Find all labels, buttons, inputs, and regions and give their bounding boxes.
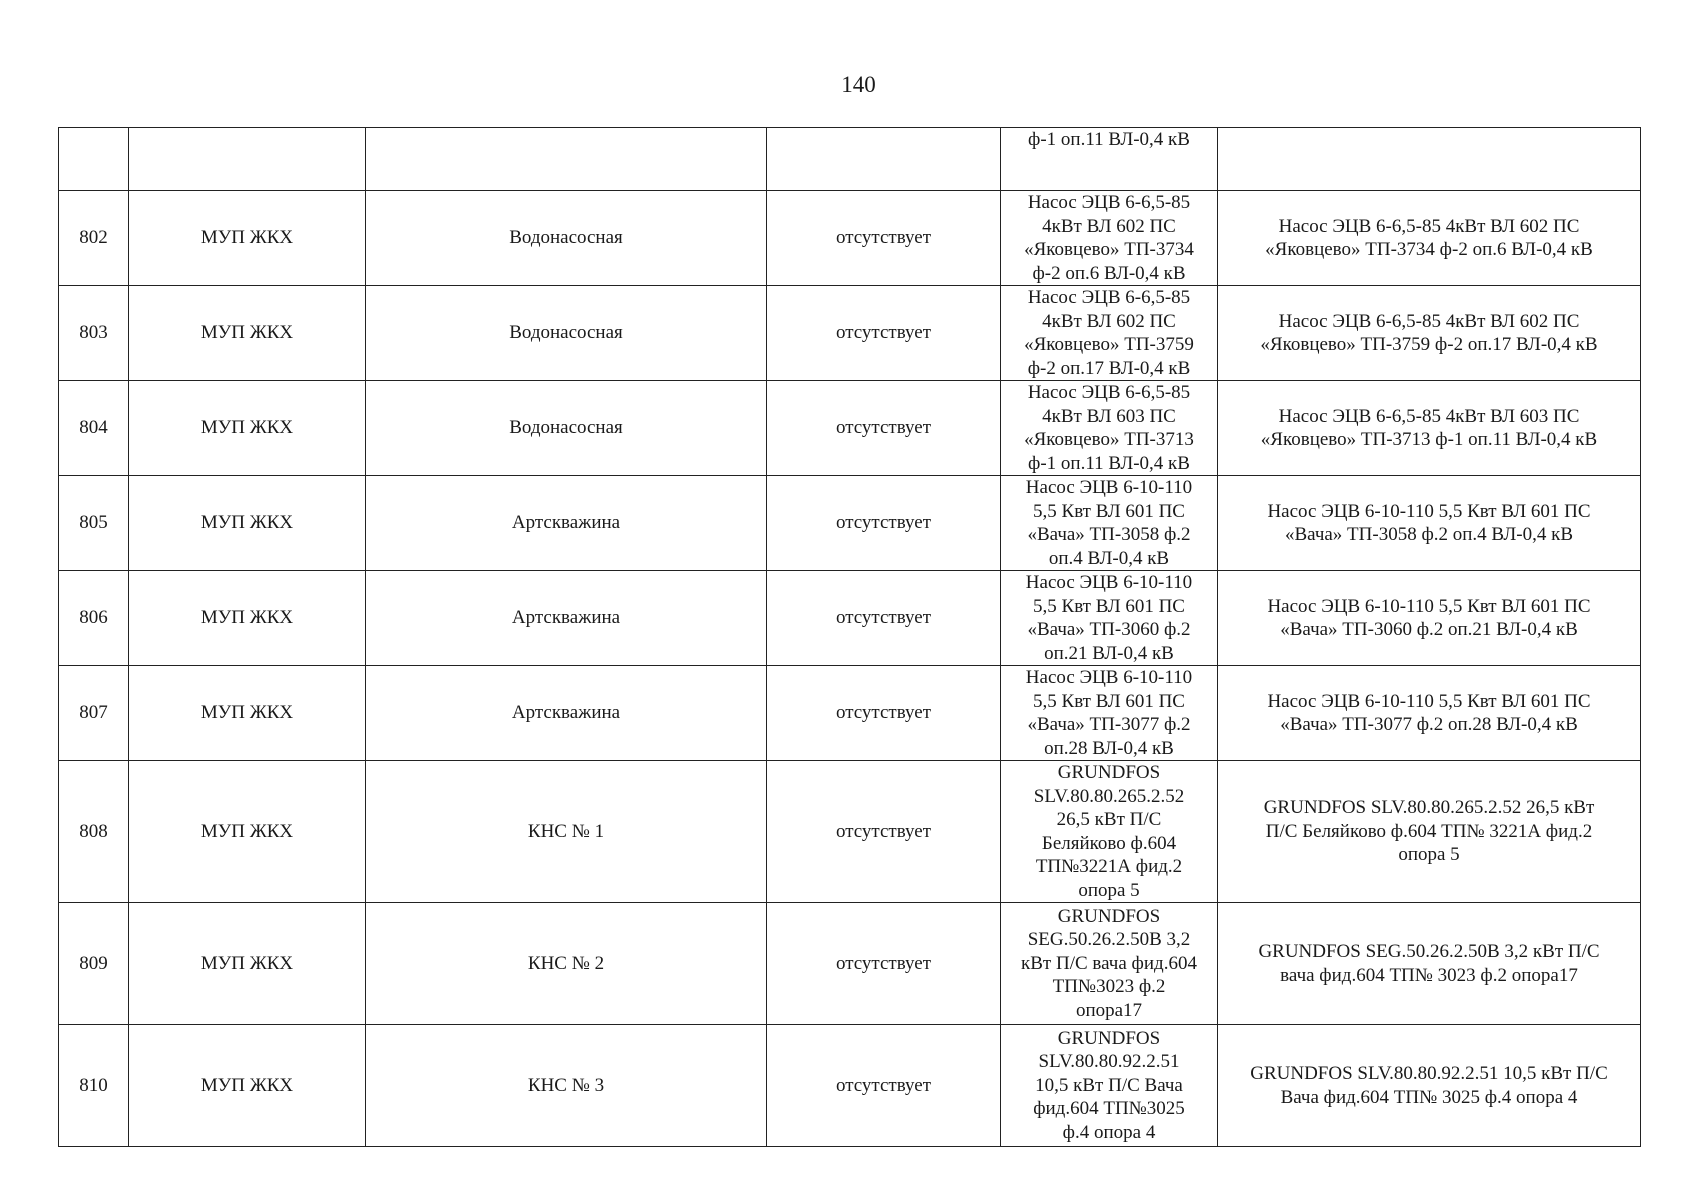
table-row (59, 191, 1641, 286)
cell-status: отсутствует (767, 1025, 1001, 1147)
table-row (59, 903, 1641, 1025)
table-row (59, 571, 1641, 666)
table-row (59, 761, 1641, 903)
cell-org: МУП ЖКХ (129, 191, 366, 286)
cell-description: Насос ЭЦВ 6-6,5-85 4кВт ВЛ 603 ПС «Яковцево» ТП-3713 ф-1 оп.11 ВЛ-0,4 кВ (1218, 381, 1641, 476)
cell-equipment: Насос ЭЦВ 6-10-110 5,5 Квт ВЛ 601 ПС «Вача» ТП-3060 ф.2 оп.21 ВЛ-0,4 кВ (1001, 571, 1218, 666)
table-row (59, 381, 1641, 476)
cell-num: 810 (59, 1025, 129, 1147)
cell-equipment: Насос ЭЦВ 6-10-110 5,5 Квт ВЛ 601 ПС «Вача» ТП-3058 ф.2 оп.4 ВЛ-0,4 кВ (1001, 476, 1218, 571)
cell-status: отсутствует (767, 666, 1001, 761)
cell-object: КНС № 3 (366, 1025, 767, 1147)
cell-status: отсутствует (767, 761, 1001, 903)
cell-object: Водонасосная (366, 381, 767, 476)
cell-num: 805 (59, 476, 129, 571)
page-number: 140 (841, 72, 876, 97)
cell-org: МУП ЖКХ (129, 381, 366, 476)
cell-equipment: GRUNDFOS SEG.50.26.2.50B 3,2 кВт П/С вача фид.604 ТП№3023 ф.2 опора17 (1001, 903, 1218, 1025)
cell-description: Насос ЭЦВ 6-10-110 5,5 Квт ВЛ 601 ПС «Вача» ТП-3058 ф.2 оп.4 ВЛ-0,4 кВ (1218, 476, 1641, 571)
cell-equipment: GRUNDFOS SLV.80.80.92.2.51 10,5 кВт П/С Вача фид.604 ТП№3025 ф.4 опора 4 (1001, 1025, 1218, 1147)
table-row (59, 286, 1641, 381)
cell-org: МУП ЖКХ (129, 1025, 366, 1147)
cell-object (366, 128, 767, 191)
cell-description: Насос ЭЦВ 6-10-110 5,5 Квт ВЛ 601 ПС «Вача» ТП-3060 ф.2 оп.21 ВЛ-0,4 кВ (1218, 571, 1641, 666)
cell-status (767, 128, 1001, 191)
cell-org: МУП ЖКХ (129, 903, 366, 1025)
cell-equipment: ф-1 оп.11 ВЛ-0,4 кВ (1001, 128, 1218, 191)
cell-status: отсутствует (767, 903, 1001, 1025)
table-row (59, 476, 1641, 571)
table-row-continuation (59, 128, 1641, 191)
cell-num: 809 (59, 903, 129, 1025)
cell-num: 802 (59, 191, 129, 286)
cell-org: МУП ЖКХ (129, 286, 366, 381)
table-row (59, 1025, 1641, 1147)
cell-description: GRUNDFOS SEG.50.26.2.50B 3,2 кВт П/С вача фид.604 ТП№ 3023 ф.2 опора17 (1218, 903, 1641, 1025)
cell-description: GRUNDFOS SLV.80.80.265.2.52 26,5 кВт П/С Беляйково ф.604 ТП№ 3221А фид.2 опора 5 (1218, 761, 1641, 903)
cell-object: Артскважина (366, 571, 767, 666)
cell-equipment: Насос ЭЦВ 6-10-110 5,5 Квт ВЛ 601 ПС «Вача» ТП-3077 ф.2 оп.28 ВЛ-0,4 кВ (1001, 666, 1218, 761)
cell-org: МУП ЖКХ (129, 761, 366, 903)
cell-num: 808 (59, 761, 129, 903)
equipment-table (58, 127, 1641, 1147)
cell-object: Артскважина (366, 666, 767, 761)
cell-org: МУП ЖКХ (129, 476, 366, 571)
cell-description: GRUNDFOS SLV.80.80.92.2.51 10,5 кВт П/С Вача фид.604 ТП№ 3025 ф.4 опора 4 (1218, 1025, 1641, 1147)
cell-equipment: GRUNDFOS SLV.80.80.265.2.52 26,5 кВт П/С Беляйково ф.604 ТП№3221А фид.2 опора 5 (1001, 761, 1218, 903)
cell-description: Насос ЭЦВ 6-6,5-85 4кВт ВЛ 602 ПС «Яковцево» ТП-3759 ф-2 оп.17 ВЛ-0,4 кВ (1218, 286, 1641, 381)
cell-status: отсутствует (767, 476, 1001, 571)
table-row (59, 666, 1641, 761)
cell-num: 804 (59, 381, 129, 476)
cell-description: Насос ЭЦВ 6-10-110 5,5 Квт ВЛ 601 ПС «Вача» ТП-3077 ф.2 оп.28 ВЛ-0,4 кВ (1218, 666, 1641, 761)
cell-object: КНС № 2 (366, 903, 767, 1025)
cell-status: отсутствует (767, 286, 1001, 381)
cell-num: 807 (59, 666, 129, 761)
cell-equipment: Насос ЭЦВ 6-6,5-85 4кВт ВЛ 603 ПС «Яковцево» ТП-3713 ф-1 оп.11 ВЛ-0,4 кВ (1001, 381, 1218, 476)
cell-equipment: Насос ЭЦВ 6-6,5-85 4кВт ВЛ 602 ПС «Яковцево» ТП-3759 ф-2 оп.17 ВЛ-0,4 кВ (1001, 286, 1218, 381)
cell-status: отсутствует (767, 381, 1001, 476)
cell-object: Водонасосная (366, 191, 767, 286)
cell-object: Артскважина (366, 476, 767, 571)
cell-org: МУП ЖКХ (129, 666, 366, 761)
cell-num: 806 (59, 571, 129, 666)
cell-object: Водонасосная (366, 286, 767, 381)
cell-equipment: Насос ЭЦВ 6-6,5-85 4кВт ВЛ 602 ПС «Яковцево» ТП-3734 ф-2 оп.6 ВЛ-0,4 кВ (1001, 191, 1218, 286)
cell-status: отсутствует (767, 571, 1001, 666)
cell-description (1218, 128, 1641, 191)
cell-org (129, 128, 366, 191)
cell-status: отсутствует (767, 191, 1001, 286)
cell-num (59, 128, 129, 191)
cell-org: МУП ЖКХ (129, 571, 366, 666)
cell-description: Насос ЭЦВ 6-6,5-85 4кВт ВЛ 602 ПС «Яковцево» ТП-3734 ф-2 оп.6 ВЛ-0,4 кВ (1218, 191, 1641, 286)
cell-num: 803 (59, 286, 129, 381)
cell-object: КНС № 1 (366, 761, 767, 903)
